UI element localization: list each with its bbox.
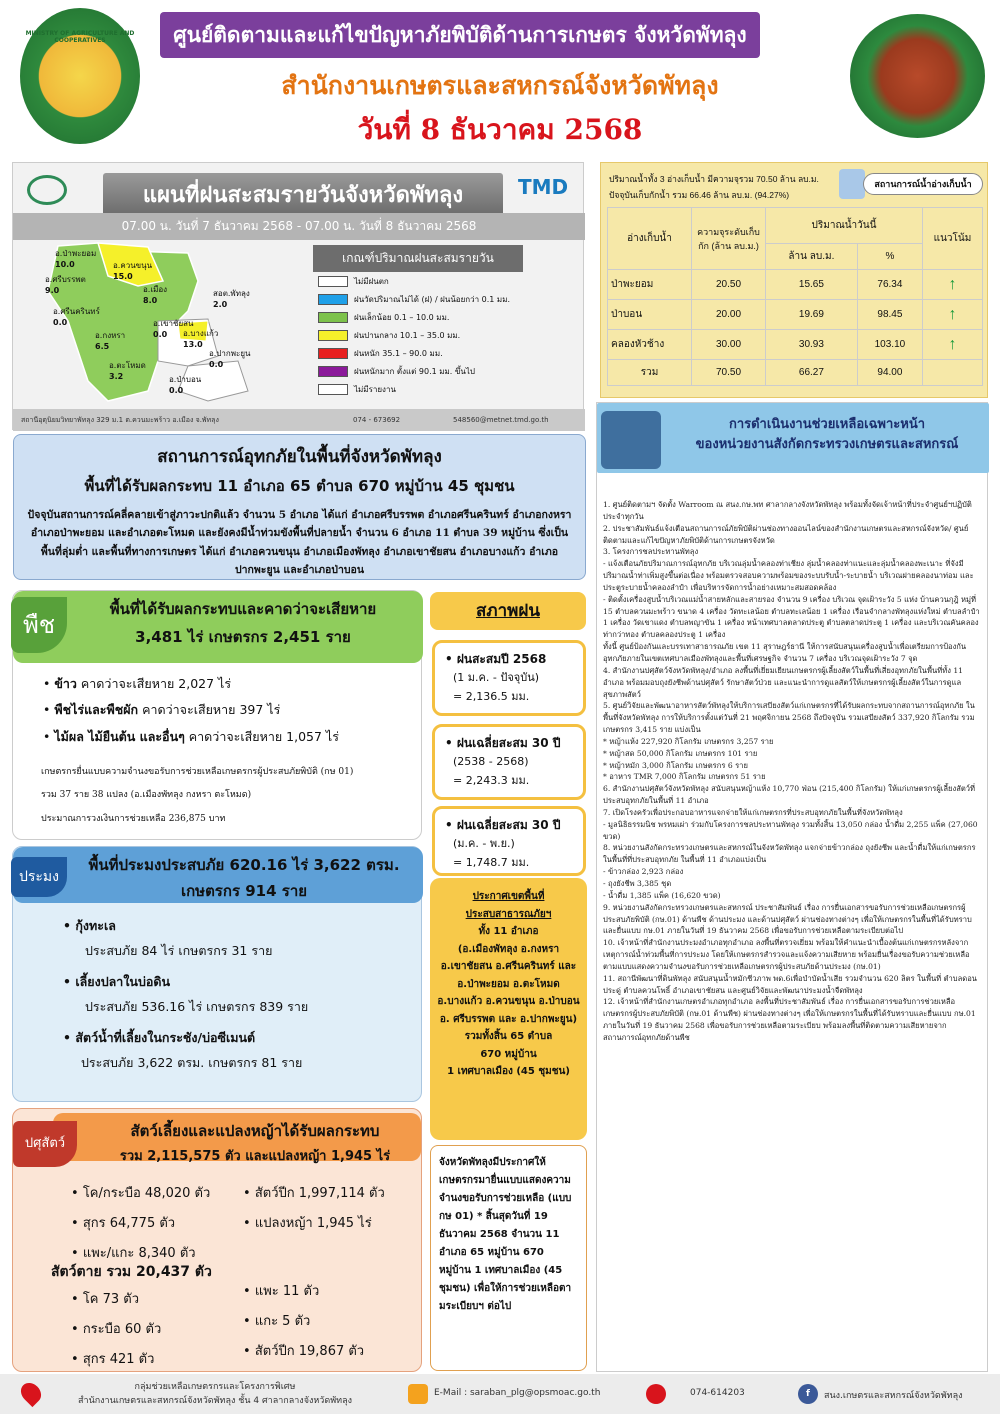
area-value: 15.0 — [113, 272, 133, 281]
livestock-tag: ปศุสัตว์ — [13, 1121, 77, 1167]
area-value: 13.0 — [183, 340, 203, 349]
list-item: • สุกร 64,775 ตัว — [71, 1215, 176, 1231]
location-pin-icon — [17, 1379, 45, 1407]
legend-item: ไม่มีฝนตก — [318, 275, 578, 288]
situation-title: สถานการณ์อุทกภัยในพื้นที่จังหวัดพัทลุง — [157, 447, 442, 467]
map-footer: สถานีอุตุนิยมวิทยาพัทลุง 329 ม.1 ต.ควนมะพร้าว อ.เมือง จ.พัทลุง 074 - 673692 548560@metnet.tmd.go.th — [13, 409, 585, 431]
operations-header: การดำเนินงานช่วยเหลือเฉพาะหน้า ของหน่วยงานสังกัดกระทรวงเกษตรและสหกรณ์ — [597, 403, 989, 473]
legend-item: ไม่มีรายงาน — [318, 383, 578, 396]
plant-note: รวม 37 ราย 38 แปลง (อ.เมืองพัทลุง กงหรา ตะโหมด) — [41, 790, 252, 801]
dead-title: สัตว์ตาย รวม 20,437 ตัว — [51, 1264, 212, 1280]
area-name: สอต.พัทลุง — [213, 289, 250, 298]
facebook-icon: f — [798, 1384, 818, 1404]
legend-item: ฝนเล็กน้อย 0.1 – 10.0 มม. — [318, 311, 578, 324]
area-name: อ.ศรีบรรพต — [45, 275, 86, 284]
plant-header: พื้นที่ได้รับผลกระทบและคาดว่าจะเสียหาย 3,481 ไร่ เกษตรกร 2,451 ราย — [13, 591, 423, 663]
legend-item: ฝนปานกลาง 10.1 – 35.0 มม. — [318, 329, 578, 342]
livestock-header: สัตว์เลี้ยงและแปลงหญ้าได้รับผลกระทบ รวม 2,115,575 ตัว และแปลงหญ้า 1,945 ไร่ — [53, 1113, 421, 1161]
flood-situation — [13, 434, 586, 580]
list-item: • แปลงหญ้า 1,945 ไร่ — [243, 1215, 372, 1231]
area-name: อ.เขาชัยสน — [153, 319, 194, 328]
situation-subtitle: พื้นที่ได้รับผลกระทบ 11 อำเภอ 65 ตำบล 670 หมู่บ้าน 45 ชุมชน — [84, 477, 515, 495]
email-icon — [408, 1384, 428, 1404]
logo-text: MINISTRY OF AGRICULTURE AND COOPERATIVES — [25, 30, 135, 44]
ks01-notice: จังหวัดพัทลุงมีประกาศให้เกษตรกรมายื่นแบบแสดงความจำนงขอรับการช่วยเหลือ (แบบ กษ 01) * สิ้นสุดวันที่ 19 ธันวาคม 2568 จำนวน 11 อำเภอ 65 หมู่บ้าน 670 หมู่บ้าน 1 เทศบาลเมือง (45 ชุมชน) เพื่อให้การช่วยเหลือตามระเบียบฯ ต่อไป — [430, 1145, 587, 1371]
area-name: อ.ปากพะยูน — [209, 349, 251, 358]
moac-logo — [20, 8, 140, 144]
map-title: แผนที่ฝนสะสมรายวันจังหวัดพัทลุง — [103, 173, 503, 216]
area-value: 10.0 — [55, 260, 75, 269]
plant-note: เกษตรกรยื่นแบบความจำนงขอรับการช่วยเหลือเกษตรกรผู้ประสบภัยพิบัติ (กษ 01) — [41, 767, 354, 777]
list-item: • โค 73 ตัว — [71, 1292, 140, 1307]
footer-phone[interactable]: 074-614203 — [690, 1388, 745, 1398]
operations-list: 1. ศูนย์ติดตามฯ จัดตั้ง Warroom ณ สนง.กษ.พท ศาลากลางจังหวัดพัทลุง พร้อมทั้งจัดเจ้าหน้าที่ประจำศูนย์ฯปฏิบัติประจำทุกวัน 2. ประชาสัมพันธ์แจ้งเตือนสถานการณ์ภัยพิบัติผ่านช่องทางออนไลน์ของสำนักงานเกษตรและสหกรณ์จังหวัด/ ศูนย์ติดตามและแก้ไขปัญหาภัยพิบัติด้านการเกษตรจังหวัด 3. โครงการชลประทานพัทลุง - แจ้งเตือนภัยปริมาณการณ์อุทกภัย บริเวณลุ่มน้ำคลองท่าเชียง ลุ่มน้ำคลองท่าแนะและลุ่มน้ำคลองพะเนาะ ที่จังมีปริมาณน้ำท่าเพิ่มสูงขึ้นต่อเนื่อง พร้อมตรวจสอบความพร้อมของระบบรับน้ำ-ระบายน้ำ บริเวณฝายคลองนาท่อม และประตูระบายน้ำคลองลำปำ เพื่อบริหารจัดการน้ำอย่างเหมาะสมสอดคล้อง - ติดตั้งเครื่องสูบน้ำบริเวณแม่น้ำสายหลักและสายรอง จำนวน 9 เครื่อง บริเวณ จุดเฝ้าระวัง 5 แห่ง บ้านควนกุฎิ หมู่ที่ 15 ตำบลควนมะพร้าว ขนาด 4 เครื่อง วัดทะเลน้อย ตำบลทะเลน้อย 1 เครื่อง เรือนจำกลางพัทลุงแห่งใหม่ ตำบลลำปำ 1 เครื่อง วัดเขาแดง ตำบลพญาขัน 1 เครื่อง หน้าเทศบาลตลาดประตู ตำบลตลาดประตู 1 เครื่อง และบริเวณคันคลองท่ากว่าทอง ตำบลคลองประตู 1 เครื่อง ทั้งนี้ ศูนย์ป้องกันและบรรเทาสาธารณภัย เขต 11 สุราษฎร์ธานี ให้การสนับสนุนเครื่องสูบน้ำเพื่อเตรียมการป้องกันอุทกภัยภายในเขตเทศบาลเมืองพัทลุงและพื้นที่เศรษฐกิจ จำนวน 7 เครื่อง บริเวณจุดเฝ้าระวัง 7 จุด 4. สำนักงานปศุสัตว์จังหวัดพัทลุง/อำเภอ ลงพื้นที่เยี่ยมเยียนเกษตรกรผู้เลี้ยงสัตว์ในพื้นที่เสี่ยงอุทกภัยในพื้นที่ทั้ง 11 อำเภอ พร้อมมอบถุงยังชีพด้านปศุสัตว์ รักษาสัตว์ป่วย และแนะนำการดูแลสัตว์ให้เกษตรกรผู้เลี้ยงสัตว์ในการดูแลสุขภาพสัตว์ 5. ศูนย์วิจัยและพัฒนาอาหารสัตว์พัทลุงให้บริการเสบียงสัตว์แก่เกษตรกรที่ได้รับผลกระทบจากสถานการณ์อุทกภัย ในพื้นที่จังหวัดพัทลุง การให้บริการตั้งแต่วันที่ 21 พฤศจิกายน 2568 ถึงปัจจุบัน รวมเสบียงสัตว์ 337,920 กิโลกรัม รวมเกษตรกร 3,415 ราย แบ่งเป็น * หญ้าแห้ง 227,920 กิโลกรัม เกษตรกร 3,257 ราย * หญ้าสด 50,000 กิโลกรัม เกษตรกร 101 ราย * หญ้าหมัก 3,000 กิโลกรัม เกษตรกร 6 ราย * อาหาร TMR 7,000 กิโลกรัม เกษตรกร 51 ราย 6. สำนักงานปศุสัตว์จังหวัดพัทลุง สนับสนุนหญ้าแห้ง 10,770 ฟ่อน (215,400 กิโลกรัม) ให้แก่เกษตรกรผู้เลี้ยงสัตว์ที่ประสบอุทกภัยในพื้นที่ 11 อำเภอ 7. เปิดโรงครัวเพื่อประกอบอาหารแจกจ่ายให้แก่เกษตรกรที่ประสบอุทกภัยในพื้นที่จังหวัดพัทลุง - มูลนิธิธรรมนิช พรหมเผ่า ร่วมกับโครงการชลประทานพัทลุง รวมทั้งสิ้น 13,050 กล่อง น้ำดื่ม 2,255 แพ็ค (27,060 ขวด) 8. หน่วยงานสังกัดกระทรวงเกษตรและสหกรณ์ในจังหวัดพัทลุง แจกจ่ายข้าวกล่อง ถุงยังชีพ และน้ำดื่มให้แก่เกษตรกรในพื้นที่ที่ประสบอุทกภัย ในพื้นที่ 11 อำเภอแบ่งเป็น - ข้าวกล่อง 2,923 กล่อง - ถุงยังชีพ 3,385 ชุด - น้ำดื่ม 1,385 แพ็ค (16,620 ขวด) 9. หน่วยงานสังกัดกระทรวงเกษตรและสหกรณ์ ประชาสัมพันธ์ เรื่อง การยื่นเอกสารขอรับการช่วยเหลือเกษตรกรผู้ประสบภัยพิบัติ (กษ.01) ด้านพืช ด้านประมง และด้านปศุสัตว์ ผ่านช่องทางต่างๆ เพื่อให้เกษตรกรในพื้นที่ได้รับทราบและยื่นแบบ กษ.01 ภายในวันที่ 19 ธันวาคม 2568 เพื่อขอรับการช่วยเหลือตามระเบียบต่อไป 10. เจ้าหน้าที่สำนักงานประมงอำเภอทุกอำเภอ ลงพื้นที่ตรวจเยี่ยม พร้อมให้คำแนะนำเบื้องต้นแก่เกษตรกรหลังจากเหตุการณ์น้ำท่วมพื้นที่การประมง โดยให้เกษตรกรสำรวจและแจ้งความเสียหาย พร้อมยื่นเรื่องขอรับความช่วยเหลือตามแบบแสดงความจำนงขอรับการช่วยเหลือเกษตรกรผู้ประสบภัยด้านประมง (กษ.01) 11. สถานีพัฒนาที่ดินพัทลุง สนับสนุนน้ำหมักชีวภาพ พด.6เพื่อบำบัดน้ำเสีย รวมจำนวน 620 ลิตร ในพื้นที่ ตำบลดอนประดู่ ตำบลควนโพธิ์ อำเภอเขาชัยสน และศูนย์วิจัยและพัฒนาประมงน้ำจืดพัทลุง 12. เจ้าหน้าที่สำนักงานเกษตรอำเภอทุกอำเภอ ลงพื้นที่ประชาสัมพันธ์ เรื่อง การยื่นเอกสารขอรับการช่วยเหลือเกษตรกรผู้ประสบภัยพิบัติ (กษ.01 ด้านพืช) ผ่านช่องทางต่างๆ เพื่อให้เกษตรกรในพื้นที่ได้รับทราบและยื่นแบบ กษ.01 ภายในวันที่ 19 ธันวาคม 2568 เพื่อขอรับการช่วยเหลือตามระเบียบ พร้อมลงพื้นที่ติดตามความเสียหายจากสถานการณ์อุทกภัยด้านพืช — [603, 500, 980, 1042]
province-seal — [850, 14, 985, 138]
legend-item: ฝนหนัก 35.1 – 90.0 มม. — [318, 347, 578, 360]
report-date: วันที่ 8 ธันวาคม 2568 — [357, 113, 643, 146]
trend-up-icon: ↑ — [923, 300, 983, 330]
area-name: อ.ควนขนุน — [113, 261, 153, 270]
fishery-header: พื้นที่ประมงประสบภัย 620.16 ไร่ 3,622 ตรม. เกษตรกร 914 ราย — [13, 847, 423, 903]
plant-tag: พืช — [11, 597, 67, 653]
area-value: 9.0 — [45, 286, 60, 295]
phone-icon — [646, 1384, 666, 1404]
area-name: อ.ป่าบอน — [169, 375, 202, 384]
rain-box-30yr-jan-nov: • ฝนเฉลี่ยสะสม 30 ปี (ม.ค. - พ.ย.) = 1,748.7 มม. — [432, 806, 586, 876]
legend-title: เกณฑ์ปริมาณฝนสะสมรายวัน — [313, 245, 523, 272]
area-name: อ.ตะโหมด — [109, 361, 146, 370]
reservoir-summary: ปริมาณน้ำทั้ง 3 อ่างเก็บน้ำ มีความจุรวม 70.50 ล้าน ลบ.ม. ปัจจุบันเก็บกักน้ำ รวม 66.46 ล้าน ลบ.ม. (94.27%) — [609, 174, 819, 201]
area-name: อ.เมือง — [143, 285, 168, 294]
list-item: • ไม้ผล ไม้ยืนต้น และอื่นๆ คาดว่าจะเสียหาย 1,057 ไร่ — [43, 728, 339, 744]
legend-item: ฝนวัดปริมาณไม่ได้ (ฝ) / ฝนน้อยกว่า 0.1 มม. — [318, 293, 578, 306]
tmd-logo: TMD — [518, 175, 569, 199]
list-item: • ข้าว คาดว่าจะเสียหาย 2,027 ไร่ — [43, 676, 232, 691]
footer — [0, 1374, 1000, 1414]
rain-map-panel — [12, 162, 584, 430]
list-detail: ประสบภัย 84 ไร่ เกษตรกร 31 ราย — [85, 943, 273, 958]
list-item: • เลี้ยงปลาในบ่อดิน — [63, 974, 171, 989]
reservoir-table: อ่างเก็บน้ำ ความจุระดับเก็บกัก (ล้าน ลบ.ม.) ปริมาณน้ำวันนี้ แนวโน้ม ล้าน ลบ.ม. % ป่าพะยอม 20.50 15.65 76.34 ↑ ป่าบอน 20.00 19.69 98.45 ↑ คลองหัวช้าง 30.00 30.93 103.10 ↑ รวม 70.50 66.27 94.00 — [607, 207, 983, 386]
plant-note: ประมาณการวงเงินการช่วยเหลือ 236,875 บาท — [41, 813, 226, 824]
list-item: • โค/กระบือ 48,020 ตัว — [71, 1186, 211, 1201]
area-name: อ.ศรีนครินทร์ — [53, 307, 100, 316]
list-detail: ประสบภัย 3,622 ตรม. เกษตรกร 81 ราย — [81, 1055, 303, 1070]
reservoir-panel — [600, 162, 988, 398]
footer-facebook[interactable]: สนง.เกษตรและสหกรณ์จังหวัดพัทลุง — [824, 1391, 963, 1401]
footer-address: สำนักงานเกษตรและสหกรณ์จังหวัดพัทลุง ชั้น 4 ศาลากลางจังหวัดพัทลุง — [78, 1396, 352, 1407]
rain-box-2568: • ฝนสะสมปี 2568 (1 ม.ค. - ปัจจุบัน) = 2,136.5 มม. — [432, 640, 586, 716]
area-value: 6.5 — [95, 342, 110, 351]
trend-up-icon: ↑ — [923, 330, 983, 360]
area-value: 0.0 — [153, 330, 168, 339]
table-total-row: รวม 70.50 66.27 94.00 — [608, 360, 983, 386]
livestock-section — [12, 1108, 422, 1372]
list-item: • สัตว์ปีก 19,867 ตัว — [243, 1343, 365, 1359]
table-row: คลองหัวช้าง 30.00 30.93 103.10 ↑ — [608, 330, 983, 360]
operations-panel — [596, 402, 988, 1372]
person-icon — [839, 169, 865, 199]
rain-title: สภาพฝน — [430, 592, 586, 630]
agency-logo — [27, 175, 67, 205]
area-value: 0.0 — [169, 386, 184, 395]
office-name: สำนักงานเกษตรและสหกรณ์จังหวัดพัทลุง — [281, 71, 719, 100]
list-item: • แกะ 5 ตัว — [243, 1313, 311, 1329]
list-item: • พืชไร่และพืชผัก คาดว่าจะเสียหาย 397 ไร่ — [43, 702, 281, 718]
table-row: ป่าพะยอม 20.50 15.65 76.34 ↑ — [608, 270, 983, 300]
fishery-section — [12, 846, 422, 1102]
area-value: 8.0 — [143, 296, 158, 305]
plant-section — [12, 590, 422, 840]
list-item: • กุ้งทะเล — [63, 918, 116, 933]
trend-up-icon: ↑ — [923, 270, 983, 300]
list-detail: ประสบภัย 536.16 ไร่ เกษตรกร 839 ราย — [85, 999, 309, 1014]
page-title: ศูนย์ติดตามและแก้ไขปัญหาภัยพิบัติด้านการเกษตร จังหวัดพัทลุง — [160, 12, 760, 58]
legend-item: ฝนหนักมาก ตั้งแต่ 90.1 มม. ขึ้นไป — [318, 365, 578, 378]
list-item: • แพะ 11 ตัว — [243, 1284, 320, 1299]
area-value: 2.0 — [213, 300, 228, 309]
list-item: • กระบือ 60 ตัว — [71, 1321, 162, 1337]
map-period: 07.00 น. วันที่ 7 ธันวาคม 2568 - 07.00 น. วันที่ 8 ธันวาคม 2568 — [13, 213, 585, 240]
disaster-declaration: ประกาศเขตพื้นที่ ประสบสาธารณภัยฯ ทั้ง 11 อำเภอ (อ.เมืองพัทลุง อ.กงหรา อ.เขาชัยสน อ.ศรีนครินทร์ และ อ.ป่าพะยอม อ.ตะโหมด อ.บางแก้ว อ.ควนขนุน อ.ป่าบอน อ. ศรีบรรพต และ อ.ปากพะยูน) รวมทั้งสิ้น 65 ตำบล 670 หมู่บ้าน 1 เทศบาลเมือง (45 ชุมชน) — [430, 878, 587, 1140]
area-name: อ.ป่าพะยอม — [55, 249, 97, 258]
storm-icon — [601, 411, 661, 469]
fishery-tag: ประมง — [11, 857, 67, 897]
list-item: • สุกร 421 ตัว — [71, 1351, 155, 1367]
list-item: • สัตว์น้ำที่เลี้ยงในกระชัง/บ่อซีเมนต์ — [63, 1030, 256, 1045]
list-item: • สัตว์ปีก 1,997,114 ตัว — [243, 1186, 385, 1201]
area-value: 3.2 — [109, 372, 124, 381]
situation-body: ปัจจุบันสถานการณ์คลี่คลายเข้าสู่ภาวะปกติแล้ว จำนวน 5 อำเภอ ได้แก่ อำเภอศรีบรรพต อำเภอศรีนครินทร์ อำเภอกงหรา อำเภอป่าพะยอม และอำเภอตะโหมด และยังคงมีน้ำท่วมขังพื้นที่ปลายน้ำ จำนวน 6 อำเภอ 11 ตำบล 39 หมู่บ้าน ซึ่งเป็นพื้นที่ลุ่มต่ำ และพื้นที่ทางการเกษตร ได้แก่ อำเภอควนขนุน อำเภอเมืองพัทลุง อำเภอเขาชัยสน อำเภอบางแก้ว อำเภอปากพะยูน และอำเภอป่าบอน — [27, 509, 572, 577]
area-name: อ.บางแก้ว — [183, 329, 219, 338]
table-row: ป่าบอน 20.00 19.69 98.45 ↑ — [608, 300, 983, 330]
list-item: • แพะ/แกะ 8,340 ตัว — [71, 1245, 196, 1261]
footer-org: กลุ่มช่วยเหลือเกษตรกรและโครงการพิเศษ — [134, 1382, 296, 1392]
area-name: อ.กงหรา — [95, 331, 126, 340]
footer-email[interactable]: E-Mail : saraban_plg@opsmoac.go.th — [434, 1388, 601, 1398]
rain-box-30yr: • ฝนเฉลี่ยสะสม 30 ปี (2538 - 2568) = 2,243.3 มม. — [432, 724, 586, 800]
reservoir-badge: สถานการณ์น้ำอ่างเก็บน้ำ — [863, 173, 983, 195]
area-value: 0.0 — [209, 360, 224, 369]
area-value: 0.0 — [53, 318, 68, 327]
